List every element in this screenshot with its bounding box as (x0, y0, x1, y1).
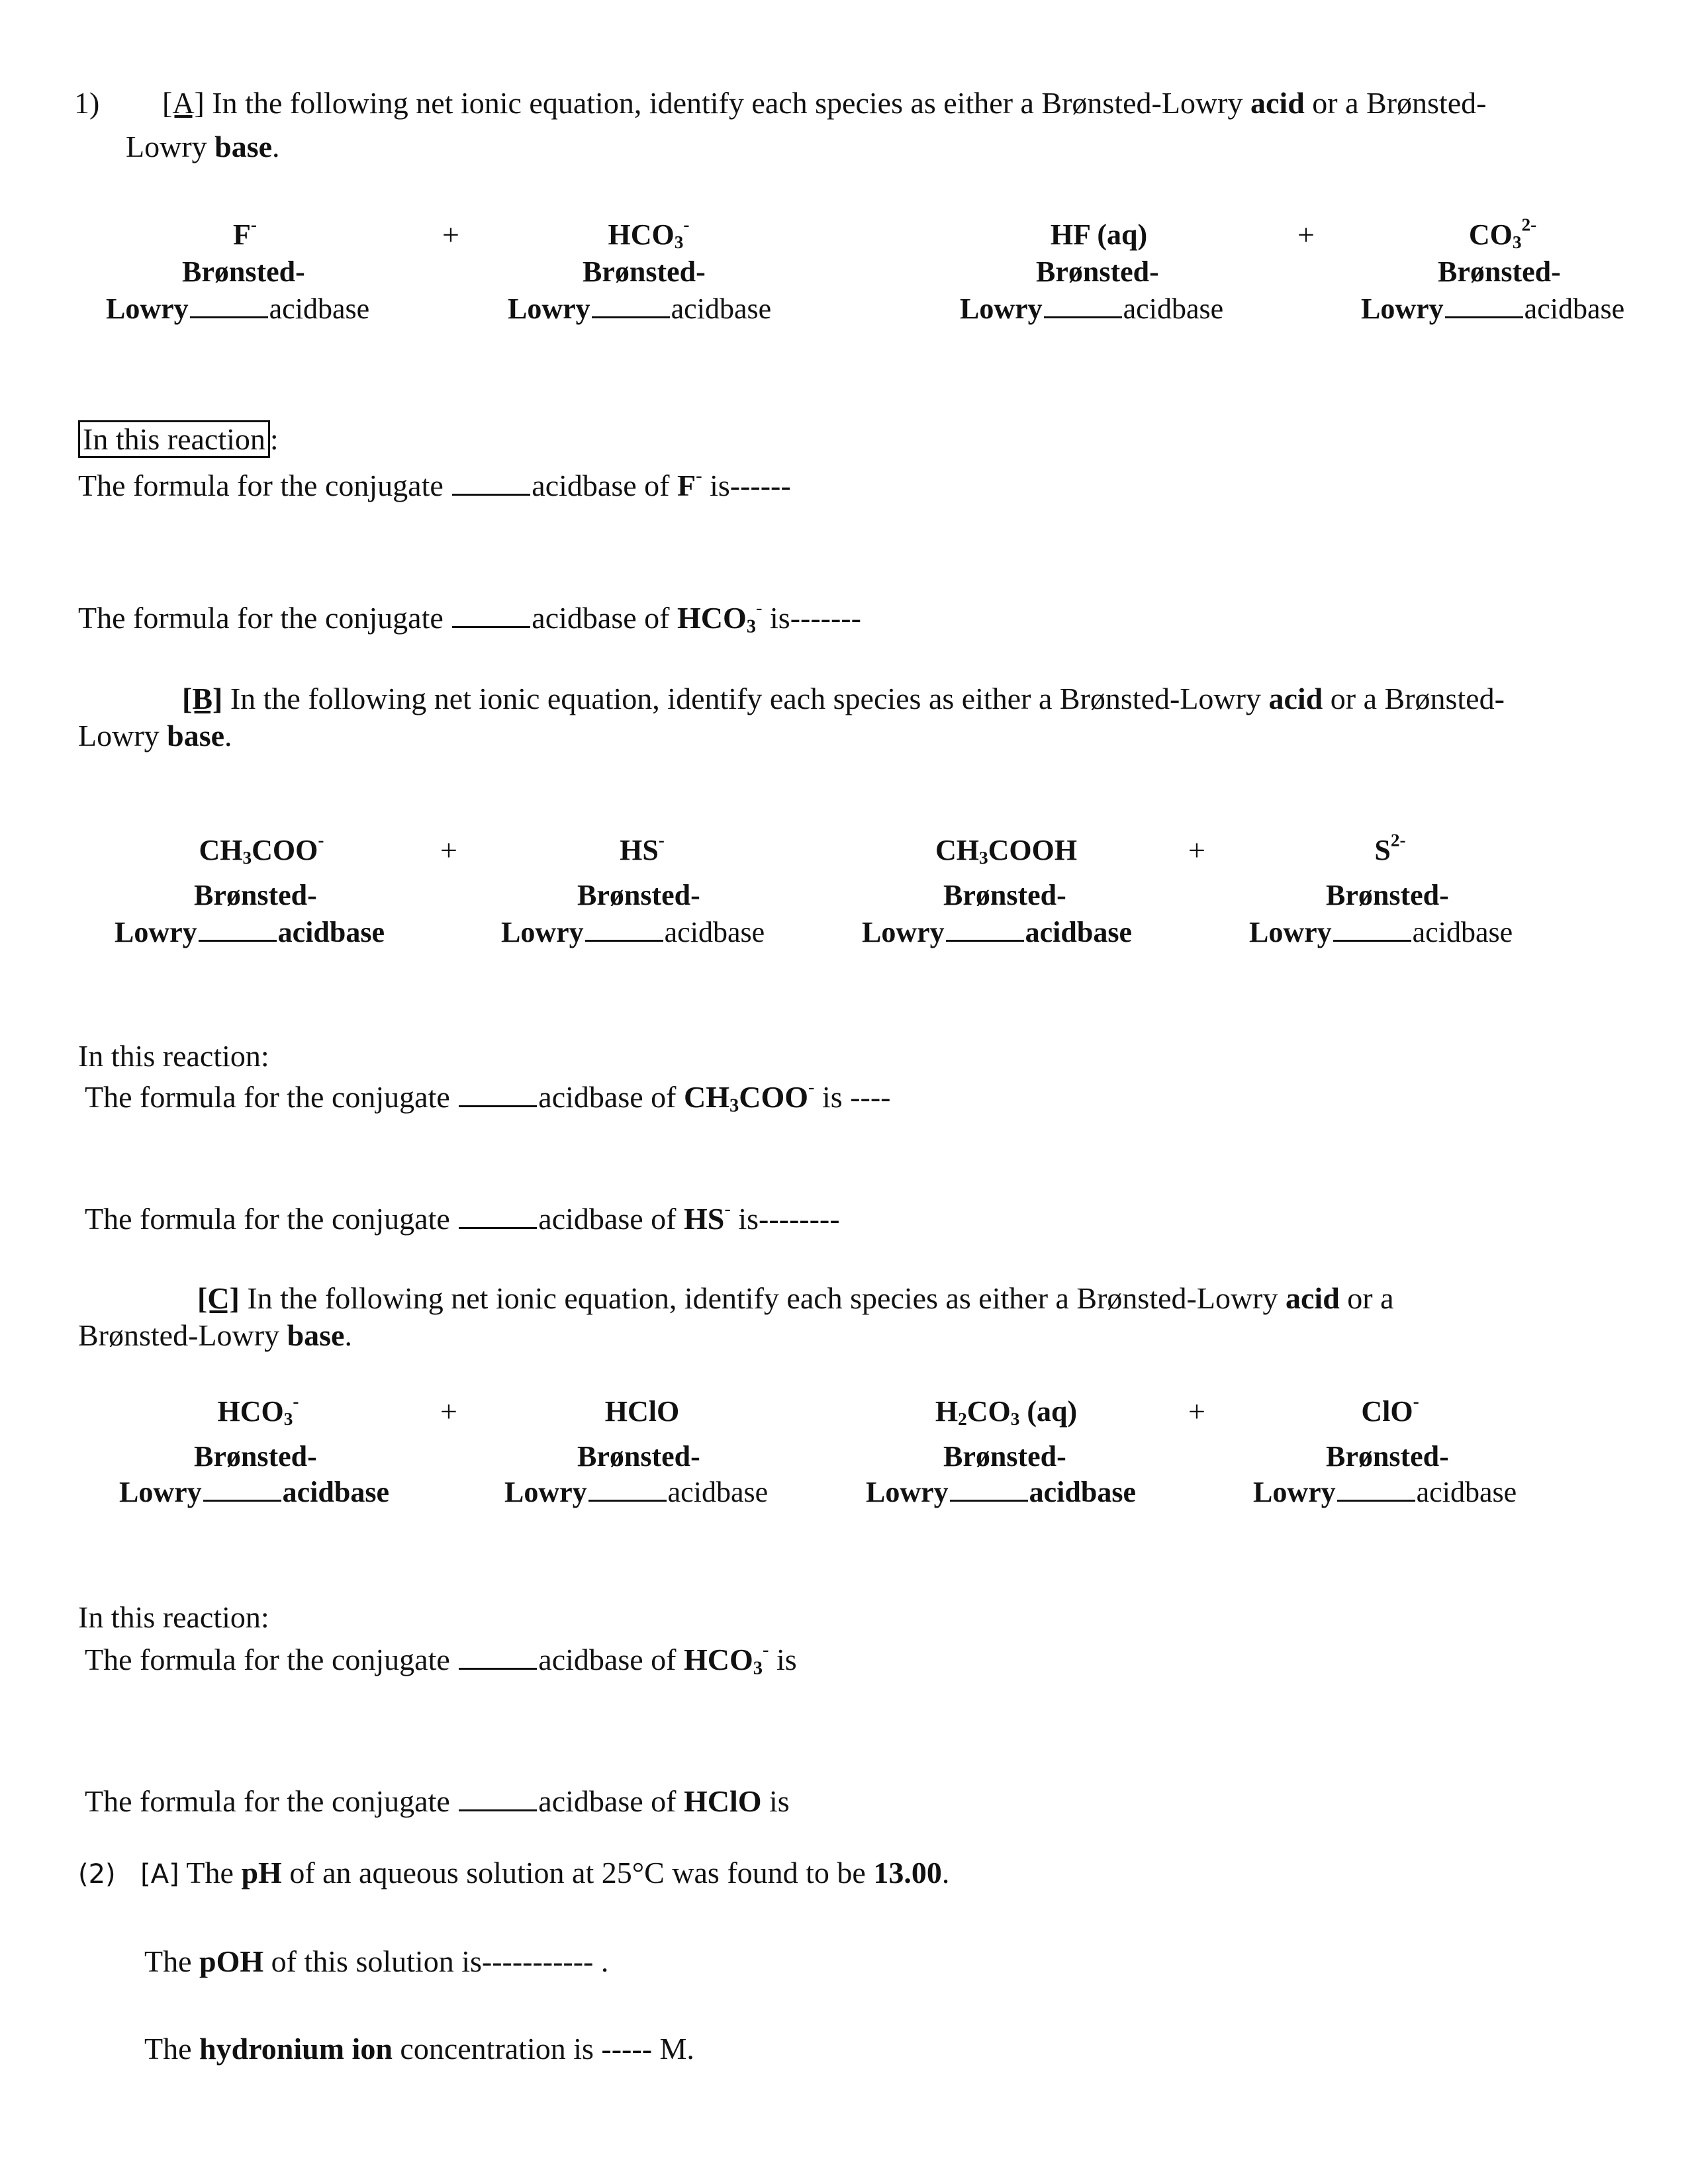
question-1-number: 1) (74, 86, 100, 120)
plus-sign: + (1188, 1394, 1205, 1428)
part-c-tag: [C] (197, 1281, 240, 1315)
conjugate-c2[interactable]: The formula for the conjugate acidbase of HClO is (85, 1784, 790, 1818)
answer-a1[interactable]: Lowry acidbase (106, 293, 370, 325)
answer-c4[interactable]: Lowry acidbase (1253, 1476, 1517, 1508)
answer-b4[interactable]: Lowry acidbase (1249, 916, 1513, 948)
hydronium-question[interactable]: The hydronium ion concentration is ----- M. (144, 2032, 694, 2066)
part-b-tag: [B] (182, 682, 223, 715)
bronsted-label: Brønsted- (1438, 255, 1561, 288)
conjugate-b2[interactable]: The formula for the conjugate acidbase of HS- is-------- (85, 1199, 840, 1236)
species-a3: HF (aq) (1050, 218, 1148, 251)
plus-sign: + (442, 218, 459, 251)
part-c-intro-line2: Brønsted-Lowry base. (78, 1318, 352, 1352)
bronsted-label: Brønsted- (1326, 879, 1449, 911)
part-b-intro-line1: [B] In the following net ionic equation, identify each species as either a Brønsted-Lowry acid or a Brønsted- (182, 682, 1505, 715)
species-b4: $S^{2-}$ (1374, 830, 1406, 866)
species-b3: $CH_3COOH$ (935, 834, 1078, 868)
plus-sign: + (440, 1394, 457, 1428)
answer-c2[interactable]: Lowry acidbase (504, 1476, 769, 1508)
bronsted-label: Brønsted- (1326, 1440, 1449, 1473)
conjugate-c1[interactable]: The formula for the conjugate acidbase of $HCO_3^-$ is (85, 1639, 797, 1679)
bronsted-label: Brønsted- (583, 255, 706, 288)
bronsted-label: Brønsted- (943, 879, 1066, 911)
plus-sign: + (1188, 833, 1205, 867)
answer-c1[interactable]: Lowry acidbase (119, 1476, 390, 1508)
species-b2: HS- (620, 830, 665, 866)
answer-a4[interactable]: Lowry acidbase (1361, 293, 1625, 325)
answer-c3[interactable]: Lowry acidbase (866, 1476, 1137, 1508)
bronsted-label: Brønsted- (943, 1440, 1066, 1473)
conjugate-a1[interactable]: The formula for the conjugate acidbase of F- is------ (78, 465, 791, 502)
part-b-intro-line2: Lowry base. (78, 719, 232, 752)
question-2: (2) [A] The pH of an aqueous solution at 25°C was found to be 13.00. (78, 1856, 950, 1889)
poh-question[interactable]: The pOH of this solution is----------- . (144, 1944, 609, 1978)
part-a-intro-line1: [A] In the following net ionic equation, identify each species as either a Brønsted-Lowry acid or a Brønsted- (126, 86, 1486, 121)
species-a2: $HCO_3^-$ (608, 214, 690, 252)
conjugate-b1[interactable]: The formula for the conjugate acidbase of $CH_3COO^-$ is ---- (85, 1077, 891, 1116)
part-a-intro-line2: Lowry base. (126, 130, 280, 163)
in-this-reaction-c: In this reaction: (78, 1600, 269, 1634)
bronsted-label: Brønsted- (577, 879, 700, 911)
plus-sign: + (440, 833, 457, 867)
bronsted-label: Brønsted- (1036, 255, 1159, 288)
species-b1: $CH_3COO^-$ (199, 830, 324, 868)
bronsted-label: Brønsted- (194, 879, 317, 911)
conjugate-a2[interactable]: The formula for the conjugate acidbase of $HCO_3^-$ is------- (78, 598, 861, 637)
answer-a2[interactable]: Lowry acidbase (508, 293, 772, 325)
species-c1: $HCO_3^-$ (217, 1391, 299, 1429)
species-a4: $CO_3^{2-}$ (1468, 214, 1537, 252)
plus-sign: + (1297, 218, 1315, 251)
answer-a3[interactable]: Lowry acidbase (960, 293, 1224, 325)
answer-b1[interactable]: Lowry acidbase (115, 916, 385, 948)
species-c3: $H_2CO_3$ (aq) (935, 1395, 1078, 1429)
part-c-intro-line1: [C] In the following net ionic equation, identify each species as either a Brønsted-Lowry acid or a (197, 1281, 1394, 1315)
bronsted-label: Brønsted- (194, 1440, 317, 1473)
answer-b3[interactable]: Lowry acidbase (862, 916, 1133, 948)
species-c4: ClO- (1361, 1391, 1419, 1428)
bronsted-label: Brønsted- (182, 255, 305, 288)
in-this-reaction-b: In this reaction: (78, 1039, 269, 1073)
bronsted-label: Brønsted- (577, 1440, 700, 1473)
part-a-tag: [A] (162, 86, 205, 120)
answer-b2[interactable]: Lowry acidbase (501, 916, 765, 948)
in-this-reaction-a: In this reaction : (78, 422, 279, 457)
species-c2: HClO (604, 1395, 680, 1428)
species-a1: F- (233, 214, 257, 251)
